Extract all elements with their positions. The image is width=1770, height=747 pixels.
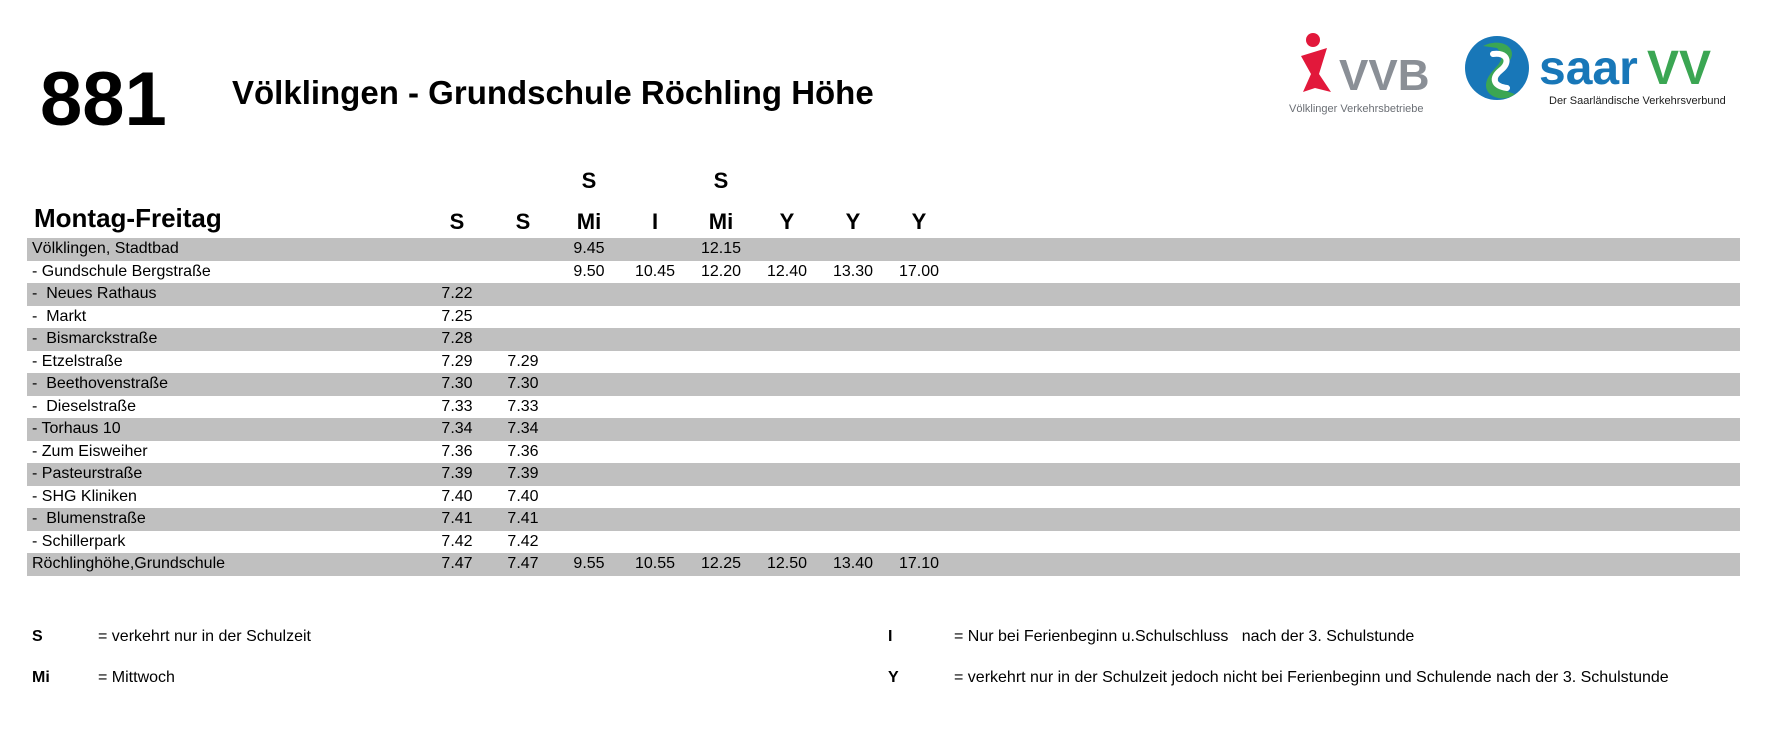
- departure-time: 12.20: [700, 262, 742, 280]
- departure-time: 9.50: [573, 262, 605, 280]
- table-row: [27, 238, 1740, 261]
- table-row: [27, 531, 1740, 554]
- stop-name: - Pasteurstraße: [32, 465, 143, 482]
- departure-time: 7.39: [441, 465, 473, 482]
- table-row: [27, 418, 1740, 441]
- departure-time: 7.25: [441, 307, 473, 325]
- route-number: 881: [40, 57, 167, 142]
- vvb-logo-mark: [1285, 30, 1445, 116]
- stop-name: - Zum Eisweiher: [32, 442, 148, 460]
- table-row: [27, 283, 1740, 306]
- svg-text:Völklinger Verkehrsbetriebe: Völklinger Verkehrsbetriebe: [1289, 103, 1424, 115]
- departure-time: 7.29: [441, 352, 473, 370]
- stop-name: Röchlinghöhe,Grundschule: [32, 555, 226, 572]
- stop-name: - Bismarckstraße: [32, 330, 158, 347]
- table-row: [27, 508, 1740, 531]
- column-header: I: [651, 209, 659, 234]
- legend-text-mi: = Mittwoch: [98, 669, 175, 686]
- column-header: Y: [911, 209, 927, 234]
- departure-time: 7.34: [507, 420, 539, 437]
- table-row: [27, 441, 1740, 464]
- departure-time: 7.47: [441, 555, 473, 572]
- departure-time: 9.55: [573, 555, 605, 572]
- departure-time: 7.36: [441, 442, 473, 460]
- departure-time: 7.33: [507, 397, 539, 415]
- stop-name: - Blumenstraße: [32, 510, 146, 527]
- saarvv-logo: [1463, 34, 1735, 116]
- table-row: [27, 373, 1740, 396]
- svg-text:Der Saarländische Verkehrsverb: Der Saarländische Verkehrsverbund: [1549, 95, 1726, 107]
- stop-name: - Gundschule Bergstraße: [32, 262, 211, 280]
- departure-time: 12.50: [766, 555, 808, 572]
- departure-time: 7.29: [507, 352, 539, 370]
- departure-time: 7.42: [441, 532, 473, 550]
- legend-key-mi: Mi: [32, 669, 50, 686]
- stop-name: - Schillerpark: [32, 532, 126, 550]
- departure-time: 17.00: [898, 262, 940, 280]
- stop-name: Völklingen, Stadtbad: [32, 240, 179, 257]
- column-header: S: [515, 209, 531, 234]
- departure-time: 12.40: [766, 262, 808, 280]
- departure-time: 10.45: [634, 262, 676, 280]
- departure-time: 7.40: [507, 487, 539, 505]
- table-row: [27, 328, 1740, 351]
- svg-text:VVB: VVB: [1339, 51, 1430, 100]
- departure-time: 10.55: [634, 555, 676, 572]
- stop-name: - SHG Kliniken: [32, 487, 137, 505]
- departure-time: 13.40: [832, 555, 874, 572]
- legend-key-s: S: [32, 628, 43, 645]
- table-row: [27, 261, 1740, 284]
- stop-name: - Etzelstraße: [32, 352, 123, 370]
- departure-time: 7.33: [441, 397, 473, 415]
- table-row: [27, 351, 1740, 374]
- stop-name: - Dieselstraße: [32, 397, 137, 415]
- timetable: [27, 238, 1740, 576]
- day-label: Montag-Freitag: [34, 203, 222, 233]
- stop-name: - Beethovenstraße: [32, 375, 169, 392]
- legend-key-y: Y: [888, 669, 899, 686]
- table-row: [27, 463, 1740, 486]
- saarvv-logo-mark: [1463, 34, 1735, 116]
- departure-time: 7.47: [507, 555, 539, 572]
- departure-time: 7.30: [441, 375, 473, 392]
- table-row: [27, 486, 1740, 509]
- departure-time: 12.15: [700, 240, 742, 257]
- legend-text-s: = verkehrt nur in der Schulzeit: [98, 628, 311, 645]
- table-row: [27, 553, 1740, 576]
- legend-text-i: = Nur bei Ferienbeginn u.Schulschluss nach der 3. Schulstunde: [954, 628, 1415, 645]
- stop-name: - Neues Rathaus: [32, 285, 157, 302]
- table-row: [27, 306, 1740, 329]
- stop-name: - Markt: [32, 307, 87, 325]
- column-header: S: [449, 209, 465, 234]
- departure-time: 7.40: [441, 487, 473, 505]
- departure-time: 7.41: [441, 510, 473, 527]
- route-title: Völklingen - Grundschule Röchling Höhe: [232, 74, 874, 111]
- departure-time: 7.41: [507, 510, 539, 527]
- departure-time: 9.45: [573, 240, 605, 257]
- legend-key-i: I: [888, 628, 893, 645]
- column-header-top: S: [581, 168, 597, 193]
- departure-time: 17.10: [898, 555, 940, 572]
- column-header-top: S: [713, 168, 729, 193]
- departure-time: 7.22: [441, 285, 473, 302]
- departure-time: 7.39: [507, 465, 539, 482]
- departure-time: 7.42: [507, 532, 539, 550]
- departure-time: 7.28: [441, 330, 473, 347]
- svg-text:VV: VV: [1647, 42, 1712, 95]
- stop-name: - Torhaus 10: [32, 420, 121, 437]
- svg-text:saar: saar: [1539, 42, 1638, 95]
- column-header: Mi: [576, 209, 602, 234]
- departure-time: 12.25: [700, 555, 742, 572]
- departure-time: 7.30: [507, 375, 539, 392]
- vvb-logo: [1285, 30, 1445, 116]
- departure-time: 7.36: [507, 442, 539, 460]
- column-header: Mi: [708, 209, 734, 234]
- departure-time: 13.30: [832, 262, 874, 280]
- column-header: Y: [779, 209, 795, 234]
- column-header: Y: [845, 209, 861, 234]
- table-row: [27, 396, 1740, 419]
- departure-time: 7.34: [441, 420, 473, 437]
- legend-text-y: = verkehrt nur in der Schulzeit jedoch nicht bei Ferienbeginn und Schulende nach der 3. Schulstunde: [954, 669, 1669, 686]
